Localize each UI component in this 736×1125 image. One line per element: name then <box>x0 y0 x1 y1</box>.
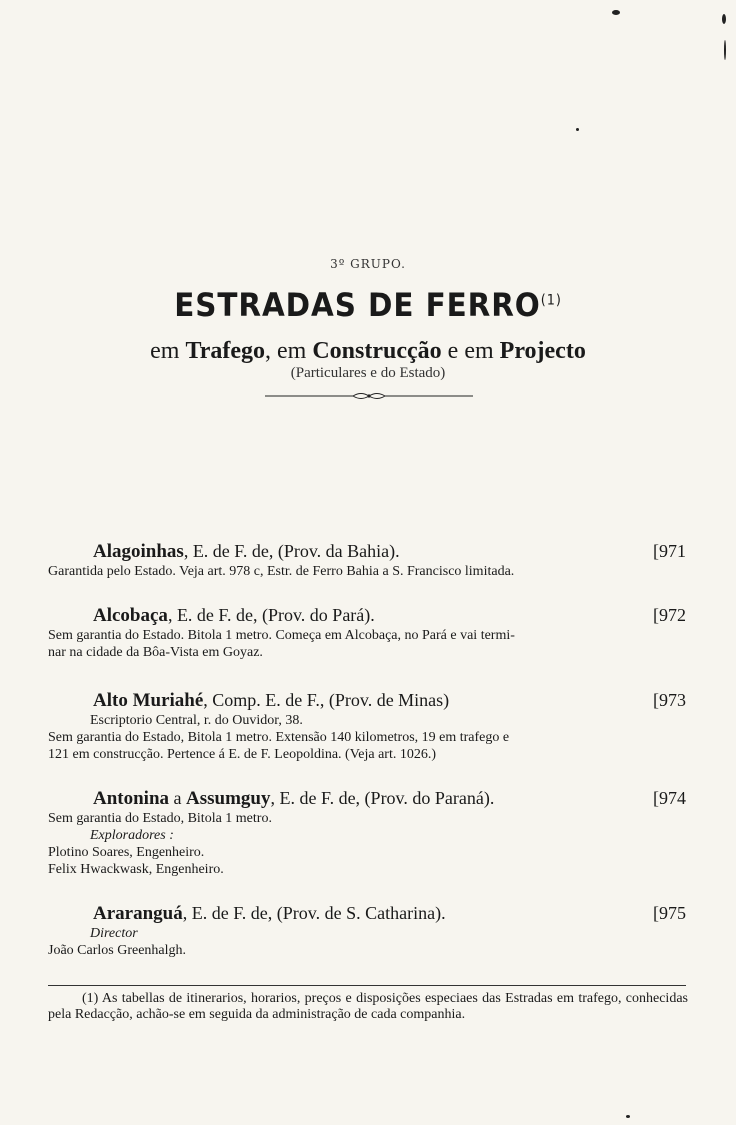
footnote-marker: (1) <box>82 991 99 1006</box>
entry-line: Sem garantia do Estado, Bitola 1 metro. <box>48 811 272 826</box>
entry-heading <box>48 540 688 563</box>
heading-indent <box>48 541 93 561</box>
entry-alto-muriahe <box>48 689 688 763</box>
entry-reference: [973 <box>653 690 686 710</box>
entry-reference: [972 <box>653 605 686 625</box>
entry-antonina-assumguy <box>48 787 688 878</box>
title-text: ESTRADAS DE FERRO <box>174 286 541 324</box>
entry-role: Director <box>90 926 138 941</box>
entry-name: Araranguá <box>93 903 183 924</box>
heading-indent <box>48 605 93 625</box>
entry-line: 121 em construcção. Pertence á E. de F. Leopoldina. (Veja art. 1026.) <box>48 747 437 762</box>
entry-line: Garantida pelo Estado. Veja art. 978 c, Estr. de Ferro Bahia a S. Francisco limitada. <box>48 564 515 579</box>
group-label: 3º GRUPO. <box>330 257 406 271</box>
entry-description: , E. de F. de, (Prov. da Bahia). <box>183 541 400 561</box>
entry-name: Alto Muriahé <box>93 690 204 711</box>
subtitle-word-construccao: Construcção <box>312 338 442 364</box>
entry-heading <box>48 902 688 925</box>
entry-name: Alagoinhas <box>93 541 184 562</box>
scan-speck <box>626 1115 630 1118</box>
entry-line: nar na cidade da Bôa-Vista em Goyaz. <box>48 645 263 660</box>
subtitle-pre: em <box>150 338 186 364</box>
entry-description: , E. de F. de, (Prov. do Paraná). <box>270 788 495 808</box>
subtitle-secondary: (Particulares e do Estado) <box>290 365 446 381</box>
entry-heading <box>48 787 688 810</box>
subtitle-word-trafego: Trafego <box>185 338 266 364</box>
scan-speck <box>722 14 726 24</box>
subtitle <box>0 338 736 365</box>
entry-reference: [975 <box>653 903 686 923</box>
heading-indent <box>48 903 93 923</box>
entry-name: Antonina <box>93 788 170 809</box>
footnote-rule <box>48 985 686 986</box>
ornament-divider <box>265 389 473 403</box>
footnote <box>48 991 688 1023</box>
entry-person: João Carlos Greenhalgh. <box>48 943 187 958</box>
page-title <box>29 286 706 324</box>
footnote-text: As tabellas de itinerarios, horarios, preços e disposições especiaes das Estradas em trafego, conhecidas pela Redacção, achão-se em seguida da administração de cada companhia. <box>48 991 688 1022</box>
entry-heading <box>48 689 688 712</box>
entry-ararangua <box>48 902 688 959</box>
scan-speck <box>612 10 620 15</box>
entry-reference: [974 <box>653 788 686 808</box>
entry-name: Alcobaça <box>93 605 168 626</box>
entry-alcobaca <box>48 604 688 661</box>
scan-speck <box>724 40 726 60</box>
entry-heading <box>48 604 688 627</box>
subtitle-mid2: e em <box>441 338 500 364</box>
entry-description: , E. de F. de, (Prov. do Pará). <box>167 605 375 625</box>
heading-indent <box>48 690 93 710</box>
entry-person: Plotino Soares, Engenheiro. <box>48 845 205 860</box>
entry-office: Escriptorio Central, r. do Ouvidor, 38. <box>90 713 303 728</box>
scan-speck <box>576 128 579 131</box>
entry-connector: a <box>169 788 187 808</box>
entry-line: Sem garantia do Estado, Bitola 1 metro. Extensão 140 kilometros, 19 em trafego e <box>48 730 510 745</box>
entry-person: Felix Hwackwask, Engenheiro. <box>48 862 224 877</box>
entry-line: Sem garantia do Estado. Bitola 1 metro. Começa em Alcobaça, no Pará e vai termi- <box>48 628 515 643</box>
entry-name-second: Assumguy <box>186 788 271 809</box>
entry-description: , E. de F. de, (Prov. de S. Catharina). <box>182 903 446 923</box>
entry-alagoinhas <box>48 540 688 580</box>
subtitle-mid1: , em <box>265 338 313 364</box>
heading-indent <box>48 788 93 808</box>
title-footnote-marker: (1) <box>540 292 562 309</box>
entry-role: Exploradores : <box>90 828 174 843</box>
entry-description: , Comp. E. de F., (Prov. de Minas) <box>203 690 450 710</box>
subtitle-word-projecto: Projecto <box>499 338 586 364</box>
entry-reference: [971 <box>653 541 686 561</box>
